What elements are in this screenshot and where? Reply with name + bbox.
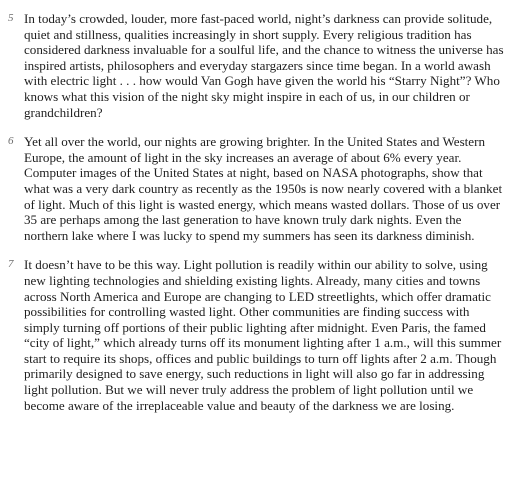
paragraph-text: It doesn’t have to be this way. Light pollution is readily within our ability to solve, using new lighting technologies and shielding existing lights. Already, many cities and towns across North America and Europe are changing to LED streetlights, which offer dramatic possibilities for controlling wasted light. Other communities are finding success with simply turning off portions of their public lighting after midnight. Even Paris, the famed “city of light,” which already turns off its monument lighting after 1 a.m., will this summer start to require its shops, offices and public buildings to turn off lights after 2 a.m. Though primarily designed to save energy, such reductions in light will also go far in addressing light pollution. But we will never truly address the problem of light pollution until we become aware of the irreplaceable value and beauty of the darkness we are losing. xyxy=(24,257,502,413)
paragraph-7 xyxy=(8,257,504,413)
paragraph-text: Yet all over the world, our nights are growing brighter. In the United States and Western Europe, the amount of light in the sky increases an average of about 6% every year. Computer images of the United States at night, based on NASA photographs, show that what was a very dark country as recently as the 1950s is now nearly covered with a blanket of light. Much of this light is wasted energy, which means wasted dollars. Those of us over 35 are perhaps among the last generation to have known truly dark nights. Even the northern lake where I was lucky to spend my summers has seen its darkness diminish. xyxy=(24,134,503,243)
paragraph-number: 6 xyxy=(8,135,14,148)
paragraph-5 xyxy=(8,11,504,120)
paragraph-number: 7 xyxy=(8,258,14,271)
paragraph-6 xyxy=(8,134,504,243)
paragraph-number: 5 xyxy=(8,12,14,24)
paragraph-text: In today’s crowded, louder, more fast-paced world, night’s darkness can provide solitude, quiet and stillness, qualities increasingly in short supply. Every religious tradition has considered darkness invaluable for a soulful life, and the chance to witness the universe has inspired artists, philosophers and everyday stargazers since time began. In a world awash with electric light . . . how would Van Gogh have given the world his “Starry Night”? Who knows what this vision of the night sky might inspire in each of us, in our children or grandchildren? xyxy=(24,11,504,120)
